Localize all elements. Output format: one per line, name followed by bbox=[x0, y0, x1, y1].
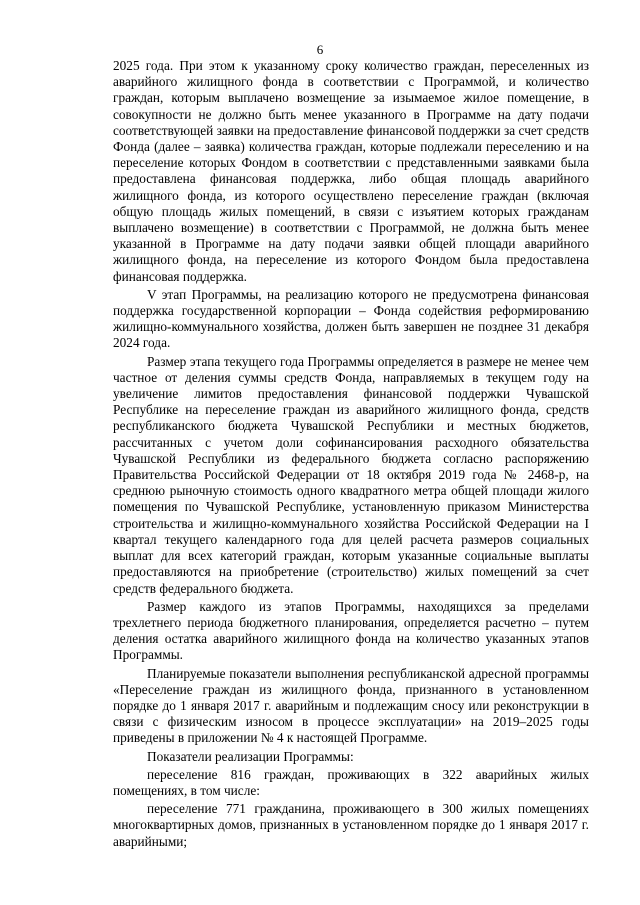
paragraph-stage-five: V этап Программы, на реализацию которого не предусмотрена финансовая поддержка государственной корпорации – Фонда содействия реформированию жилищно-коммунального хозяйства, должен быть завершен не позднее 31 декабря 2024 года. bbox=[113, 286, 589, 351]
paragraph-planned-indicators: Планируемые показатели выполнения республиканской адресной программы «Переселение граждан из жилищного фонда, признанного в установленном порядке до 1 января 2017 г. аварийным и подлежащим сносу или реконструкции в связи с физическим износом в процессе эксплуатации» на 2019–2025 годы приведены в приложении № 4 к настоящей Программе. bbox=[113, 665, 589, 746]
paragraph-stage-calculation: Размер каждого из этапов Программы, находящихся за пределами трехлетнего периода бюджетного планирования, определяется расчетно – путем деления остатка аварийного жилищного фонда на количество указанных этапов Программы. bbox=[113, 598, 589, 663]
page-number: 6 bbox=[316, 42, 324, 57]
document-body bbox=[113, 58, 589, 852]
paragraph-indicators-heading: Показатели реализации Программы: bbox=[147, 748, 354, 764]
paragraph-indicator-apartments: переселение 771 гражданина, проживающего в 300 жилых помещениях многоквартирных домов, признанных в установленном порядке до 1 января 2017 г. аварийными; bbox=[113, 801, 589, 849]
paragraph-continuation: 2025 года. При этом к указанному сроку количество граждан, переселенных из аварийного жилищного фонда в соответствии с Программой, и количество граждан, которым выплачено возмещение за изымаемое жилое помещение, в совокупности не должно быть менее указанного в Программе на дату подачи соответствующей заявки на предоставление финансовой поддержки за счет средств Фонда (далее – заявка) количества граждан, которые подлежали переселению и на переселение которых Фондом в соответствии с представленными заявками была предоставлена финансовая поддержка, либо общая площадь аварийного жилищного фонда, из которого осуществлено переселение граждан (включая общую площадь жилых помещений, в связи с изъятием которых гражданам выплачено возмещение) в соответствии с Программой, не должна быть менее указанной в Программе на дату подачи заявки общей площади аварийного жилищного фонда, на переселение из которого Фондом была предоставлена финансовая поддержка. bbox=[113, 58, 589, 284]
paragraph-stage-size: Размер этапа текущего года Программы определяется в размере не менее чем частное от деления суммы средств Фонда, направляемых в текущем году на увеличение лимитов предоставления финансовой поддержки Чувашской Республике на переселение граждан из аварийного жилищного фонда, средств республиканского бюджета Чувашской Республики и местных бюджетов, рассчитанных с учетом доли софинансирования расходного обязательства Чувашской Республики из федерального бюджета согласно распоряжению Правительства Российской Федерации от 18 октября 2019 года № 2468-р, на среднюю рыночную стоимость одного квадратного метра общей площади жилого помещения по Чувашской Республике, установленную приказом Министерства строительства и жилищно-коммунального хозяйства Российской Федерации на I квартал текущего календарного года для целей расчета размеров социальных выплат для всех категорий граждан, которым указанные социальные выплаты предоставляются на приобретение (строительство) жилых помещений за счет средств федерального бюджета. bbox=[113, 353, 589, 596]
paragraph-indicator-total: переселение 816 граждан, проживающих в 322 аварийных жилых помещениях, в том числе: bbox=[113, 766, 589, 798]
